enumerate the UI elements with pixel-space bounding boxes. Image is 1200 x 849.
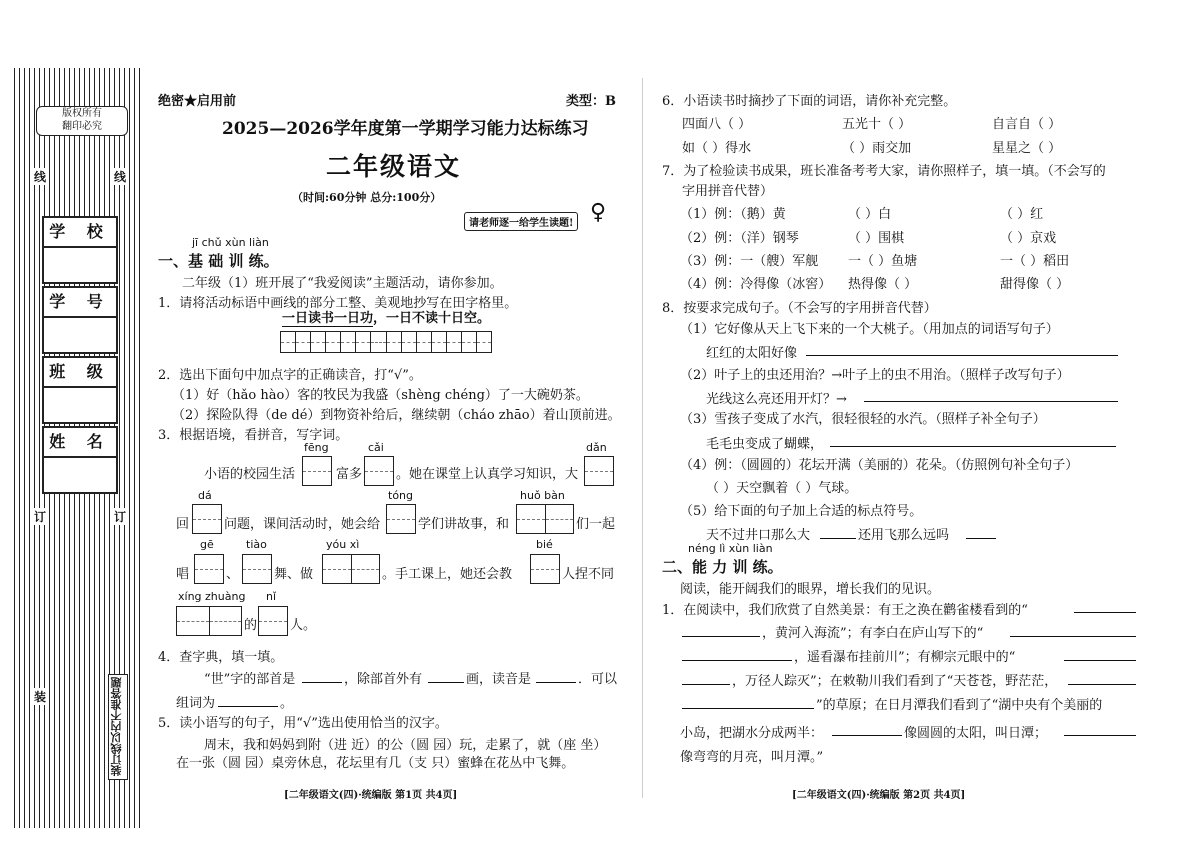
name-label: 姓 名 (44, 428, 116, 458)
intro-2: 阅读，能开阔我们的眼界，增长我们的见识。 (680, 582, 941, 597)
r6-blank[interactable] (832, 735, 902, 736)
teacher-note: 请老师逐一给学生读题! (464, 212, 578, 231)
q5-line-1[interactable]: 周末，我和妈妈到附（进 近）的公（圆 园）玩，走累了，就（座 坐） (204, 738, 607, 753)
r2-blank[interactable] (682, 636, 760, 637)
q4-c: 画，读音是 (466, 672, 532, 687)
q7-row-1-example: （1）例：（鹅）黄 (680, 207, 786, 222)
stamp-line-2: 翻印必究 (62, 121, 102, 132)
sec2-pinyin: néng lì xùn liàn (688, 542, 773, 555)
slogan (282, 307, 490, 326)
q3-text-9: 、 (226, 567, 240, 582)
pinyin-tong: tóng (388, 489, 413, 502)
student-id-label: 学 号 (44, 288, 116, 318)
pinyin-ni: nǐ (266, 590, 277, 603)
binding-strip (14, 68, 148, 828)
q4-a: “世”字的部首是 (204, 672, 296, 687)
q3-text: 3．根据语境，看拼音，写字词。 (158, 428, 349, 443)
sec1-pinyin: jī chǔ xùn liàn (192, 236, 269, 249)
q6-item-1[interactable]: 四面八（ ） (682, 117, 752, 132)
r3-blank[interactable] (682, 660, 792, 661)
q3-text-2: 富多 (336, 467, 363, 482)
q8-text: 8．按要求完成句子。（不会写的字用拼音代替） (662, 301, 937, 316)
section1-title: 一、基 础 训 练。 (158, 252, 279, 270)
page-2-footer: [二年级语文(四)·统编版 第2页 共4页] (792, 790, 966, 801)
r4-blank[interactable] (682, 684, 730, 685)
q4-text: 4．查字典，填一填。 (158, 650, 284, 665)
q8-2-prompt: 光线这么亮还用开灯？→ (706, 392, 847, 407)
section2-title: 二、能 力 训 练。 (662, 558, 783, 576)
copyright-stamp (36, 106, 128, 136)
q4-e: 组词为 (176, 696, 216, 711)
r6-blank-end[interactable] (1064, 735, 1136, 736)
pinyin-tiao: tiào (246, 538, 267, 551)
q3-text-11: 。手工课上，她还会教 (382, 567, 513, 582)
r3-text: ，遥看瀑布挂前川”；有柳宗元眼中的“ (794, 650, 1016, 665)
binding-stripe (24, 68, 25, 828)
q8-5-a: 天不过井口那么大 (706, 528, 811, 543)
line-mark: 线 (114, 170, 127, 184)
q3-text-6: 学们讲故事，和 (418, 517, 510, 532)
q8-4: （4）例：（圆圆的）花坛开满（美丽的）花朵。（仿照例句补全句子） (680, 458, 1079, 473)
q5-text: 5．读小语写的句子，用“√”选出使用恰当的汉字。 (158, 716, 448, 731)
binding-stripe (129, 68, 130, 828)
pinyin-huoban: huǒ bàn (520, 489, 565, 502)
answer-box[interactable] (302, 456, 332, 486)
no-answer-warning: 装订线以内不准答题 (108, 674, 128, 780)
binding-stripe (134, 68, 135, 828)
q8-3-answer-line[interactable] (830, 446, 1116, 447)
q3-text-4: 回 (176, 517, 190, 532)
q6-item-2[interactable]: 五光十（ ） (842, 117, 912, 132)
q6-item-4[interactable]: 如（ ）得水 (682, 141, 752, 156)
bind-mark: 订 (114, 510, 127, 524)
slogan-rest: ，一日不读十日空。 (373, 311, 491, 326)
q4-blank-pinyin[interactable] (536, 682, 576, 683)
q6-item-5[interactable]: （ ）雨交加 (842, 141, 912, 156)
q8-2-answer-line[interactable] (864, 401, 1118, 402)
r3-blank-end[interactable] (1064, 660, 1136, 661)
q8-1-prompt: 红红的太阳好像 (706, 346, 798, 361)
q3-text-1: 小语的校园生活 (204, 467, 296, 482)
q3-text-10: 舞、做 (274, 567, 314, 582)
q8-3-prompt: 毛毛虫变成了蝴蝶， (706, 437, 824, 452)
q5-line-2[interactable]: 在一张（圆 园）桌旁休息，花坛里有几（支 只）蜜蜂在花丛中飞舞。 (176, 756, 575, 771)
r7-text: 像弯弯的月亮，叫月潭。” (680, 750, 824, 765)
pinyin-cai: cǎi (368, 441, 384, 454)
q7-row-4-blank-b[interactable]: 甜得像（ ） (1000, 277, 1070, 292)
time-score: （时间:60分钟 总分:100分） (292, 191, 442, 204)
r4-text: ，万径人踪灭”；在敕勒川我们看到了“天苍苍，野茫茫， (732, 674, 1058, 689)
pinyin-xingzhuang: xíng zhuàng (178, 590, 246, 603)
q3-text-14: 人。 (290, 618, 317, 633)
q7-row-2-blank-a[interactable]: （ ）围棋 (848, 231, 905, 246)
exam-title: 2025—2026学年度第一学期学习能力达标练习 (222, 119, 589, 139)
answer-box[interactable] (192, 504, 222, 534)
r1-text: 1．在阅读中，我们欣赏了自然美景：有王之涣在鹳雀楼看到的“ (662, 603, 1028, 618)
q7-row-1-blank-a[interactable]: （ ）白 (848, 207, 892, 222)
q2-item-2[interactable]: （2）探险队得（de dé）到物资补给后，继续朝（cháo zhāo）着山顶前进。 (172, 408, 621, 423)
slogan-underlined: 一日读书一日功 (282, 311, 374, 326)
answer-box[interactable] (322, 554, 380, 584)
r2-blank-end[interactable] (1010, 636, 1136, 637)
q8-1-answer-line[interactable] (806, 355, 1118, 356)
q3-text-8: 唱 (176, 567, 190, 582)
answer-box[interactable] (242, 554, 272, 584)
page-divider (642, 78, 643, 798)
binding-stripe (19, 68, 20, 828)
q1-text: 1．请将活动标语中画线的部分工整、美观地抄写在田字格里。 (158, 296, 518, 311)
q3-text-12: 人捏不同 (562, 567, 615, 582)
q7-row-4-blank-a[interactable]: 热得像（ ） (848, 277, 918, 292)
q3-text-7: 们一起 (576, 517, 616, 532)
q6-item-3[interactable]: 自言自（ ） (992, 117, 1062, 132)
subject-title: 二年级语文 (326, 152, 462, 181)
q8-5-b: 还用飞那么远吗 (858, 528, 950, 543)
q4-f: 。 (280, 696, 294, 711)
q7-row-2-blank-b[interactable]: （ ）京戏 (1000, 231, 1057, 246)
answer-box[interactable] (258, 606, 288, 636)
r5-blank[interactable] (682, 708, 814, 709)
type-label: 类型：B (566, 94, 616, 109)
q6-text: 6．小语读书时摘抄了下面的词语，请你补充完整。 (662, 94, 957, 109)
answer-box[interactable] (176, 606, 242, 636)
r6-text-b: 像圆圆的太阳，叫日潭； (904, 726, 1048, 741)
q7-row-3-blank-a[interactable]: 一（ ）鱼塘 (848, 254, 918, 269)
answer-box[interactable] (584, 456, 614, 486)
answer-box[interactable] (364, 456, 394, 486)
r2-text: ，黄河入海流”；有李白在庐山写下的“ (762, 626, 984, 641)
q8-3: （3）雪孩子变成了水汽，很轻很轻的水汽。（照样子补全句子） (680, 412, 1046, 427)
answer-box[interactable] (516, 504, 574, 534)
pinyin-ge: gē (200, 538, 214, 551)
q4-blank-strokes[interactable] (428, 682, 464, 683)
class-field[interactable] (42, 356, 118, 424)
r6-text-a: 小岛，把湖水分成两半： (680, 726, 824, 741)
answer-box[interactable] (386, 504, 416, 534)
binding-stripe (14, 68, 15, 828)
q8-5: （5）给下面的句子加上合适的标点符号。 (680, 504, 923, 519)
q7-row-4-example: （4）例：冷得像（冰窖） (680, 277, 832, 292)
name-field[interactable] (42, 426, 118, 494)
q6-item-6[interactable]: 星星之（ ） (992, 141, 1062, 156)
pinyin-dan: dǎn (586, 441, 607, 454)
pinyin-bie: bié (536, 538, 553, 551)
q3-text-5: 问题，课间活动时，她会给 (224, 517, 381, 532)
q7-row-2-example: （2）例：（洋）钢琴 (680, 231, 799, 246)
r1-blank[interactable] (1074, 612, 1136, 613)
line-mark: 线 (34, 170, 47, 184)
q7-row-3-blank-b[interactable]: 一（ ）稻田 (1000, 254, 1070, 269)
q7-row-1-blank-b[interactable]: （ ）红 (1000, 207, 1044, 222)
q8-5-blank-2[interactable] (966, 538, 996, 539)
pinyin-da: dá (198, 489, 212, 502)
q8-1: （1）它好像从天上飞下来的一个大桃子。（用加点的词语写句子） (680, 322, 1059, 337)
page-1-footer: [二年级语文(四)·统编版 第1页 共4页] (284, 790, 458, 801)
q7-row-3-example: （3）例：一（艘）军舰 (680, 254, 819, 269)
q2-item-1[interactable]: （1）好（hǎo hào）客的牧民为我盛（shèng chéng）了一大碗奶茶。 (172, 388, 589, 403)
class-label: 班 级 (44, 358, 116, 388)
binding-stripe (139, 68, 140, 828)
r4-blank-end[interactable] (1068, 684, 1136, 685)
q2-text: 2．选出下面句中加点字的正确读音，打“√”。 (158, 368, 422, 383)
school-label: 学 校 (44, 218, 116, 248)
bind-mark: 订 (34, 510, 47, 524)
q3-text-3: 。她在课堂上认真学习知识，大 (396, 467, 579, 482)
answer-box[interactable] (194, 554, 224, 584)
q4-blank-word[interactable] (218, 706, 278, 707)
q3-text-13: 的 (244, 618, 258, 633)
girl-icon: ♀ (590, 200, 607, 225)
secret-label: 绝密★启用前 (158, 94, 237, 109)
pinyin-youxi: yóu xì (326, 538, 360, 551)
q8-4-prompt[interactable]: （ ）天空飘着（ ）气球。 (706, 481, 858, 496)
q4-blank-radical[interactable] (302, 682, 342, 683)
student-id-field[interactable] (42, 286, 118, 354)
q7-text: 7．为了检验读书成果，班长准备考考大家，请你照样子，填一填。（不会写的 (662, 164, 1106, 179)
q7-text-cont: 字用拼音代替） (682, 184, 774, 199)
answer-box[interactable] (530, 554, 560, 584)
binding-stripe (29, 68, 30, 828)
intro-text: 二年级（1）班开展了“我爱阅读”主题活动，请你参加。 (182, 276, 503, 291)
q8-5-blank-1[interactable] (820, 538, 856, 539)
pinyin-feng: fēng (304, 441, 329, 454)
q4-d: ．可以 (578, 672, 618, 687)
r5-text: ”的草原；在日月潭我们看到了“湖中央有个美丽的 (816, 698, 1103, 713)
q1-tianzige[interactable] (280, 331, 492, 353)
pack-mark: 装 (34, 690, 47, 704)
q8-2: （2）叶子上的虫还用治？→叶子上的虫不用治。（照样子改写句子） (680, 368, 1070, 383)
q4-b: ，除部首外有 (344, 672, 423, 687)
stamp-line-1: 版权所有 (62, 108, 102, 119)
school-field[interactable] (42, 216, 118, 284)
